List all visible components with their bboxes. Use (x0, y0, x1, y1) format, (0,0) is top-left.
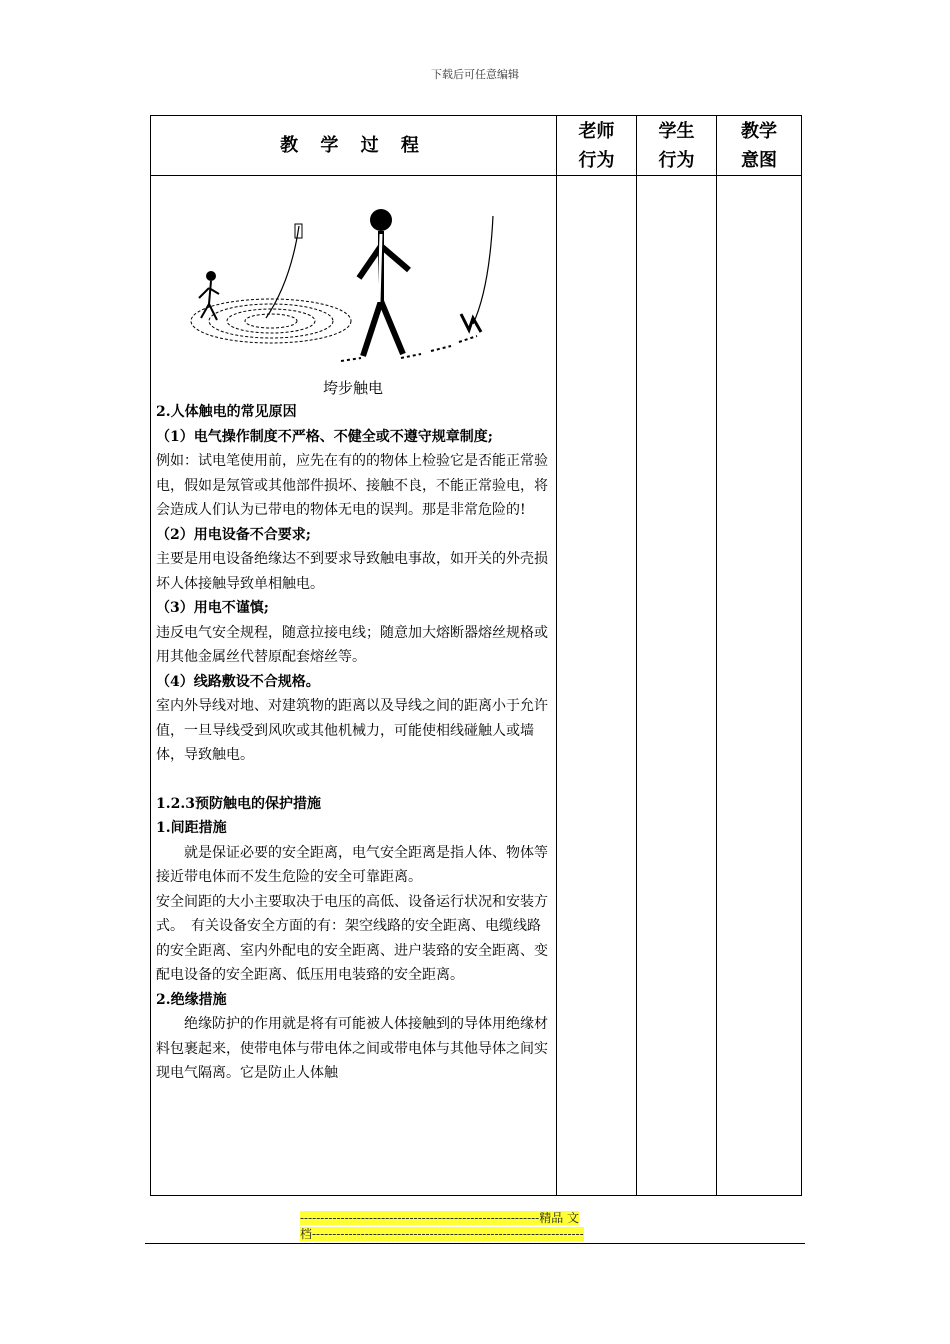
cause-3-title: （3）用电不谨慎; (156, 600, 269, 616)
lesson-table (150, 115, 802, 1196)
student-cell (637, 176, 717, 1196)
footer-note (300, 1210, 650, 1242)
header-note: 下载后可任意编辑 (431, 68, 519, 81)
cause-4-title: （4）线路敷设不合规格。 (156, 673, 320, 690)
col-header-student: 学生 行为 (637, 116, 717, 176)
section-2-title: 2.人体触电的常见原因 (156, 404, 297, 420)
figure-caption: 垮步触电 (322, 379, 383, 397)
cause-2-title: （2）用电设备不合要求; (156, 526, 311, 543)
measure-1-title: 1.间距措施 (156, 820, 227, 836)
step-voltage-illustration (181, 206, 531, 376)
section-123-title: 1.2.3预防触电的保护措施 (156, 795, 321, 812)
col-header-intent: 教学 意图 (717, 116, 802, 176)
cause-3-text: 违反电气安全规程，随意拉接电线；随意加大熔断器熔丝规格或用其他金属丝代替原配套熔丝等。 (156, 624, 548, 665)
process-content (151, 176, 557, 1196)
teacher-cell (557, 176, 637, 1196)
col-header-teacher: 老师 行为 (557, 116, 637, 176)
measure-1-para-1: 就是保证必要的安全距离，电气安全距离是指人体、物体等接近带电体而不发生危险的安全可靠距离。 (156, 844, 548, 885)
measure-2-para-1: 绝缘防护的作用就是将有可能被人体接触到的导体用绝缘材料包裹起来，使带电体与带电体之间或带电体与其他导体之间实现电气隔离。它是防止人体触 (156, 1016, 548, 1081)
col-header-process: 教 学 过 程 (151, 116, 557, 176)
footer-line-2: 档------------------------------------------------------------------- (300, 1227, 584, 1241)
intent-cell (717, 176, 802, 1196)
cause-1-title: （1）电气操作制度不严格、不健全或不遵守规章制度; (156, 428, 493, 445)
footer-divider (145, 1243, 805, 1244)
cause-4-text: 室内外导线对地、对建筑物的距离以及导线之间的距离小于允许值，一旦导线受到风吹或其他机械力，可能使相线碰触人或墙体，导致触电。 (156, 698, 548, 763)
cause-2-text: 主要是用电设备绝缘达不到要求导致触电事故，如开关的外壳损坏人体接触导致单相触电。 (156, 551, 548, 592)
step-voltage-figure (156, 176, 550, 376)
measure-2-title: 2.绝缘措施 (156, 991, 227, 1008)
cause-1-text: 例如：试电笔使用前，应先在有的的物体上检验它是否能正常验电，假如是氖管或其他部件损坏、接触不良，不能正常验电，将会造成人们认为已带电的物体无电的误判。那是非常危险的! (156, 453, 548, 518)
measure-1-para-2: 安全间距的大小主要取决于电压的高低、设备运行状况和安装方式。 有关设备安全方面的有：架空线路的安全距离、电缆线路的安全距离、室内外配电的安全距离、进户装臵的安全距离、变配电设备的安全距离、低压用电装臵的安全距离。 (156, 893, 548, 983)
footer-line-1: -----------------------------------------------------------精品 文 (300, 1211, 580, 1225)
